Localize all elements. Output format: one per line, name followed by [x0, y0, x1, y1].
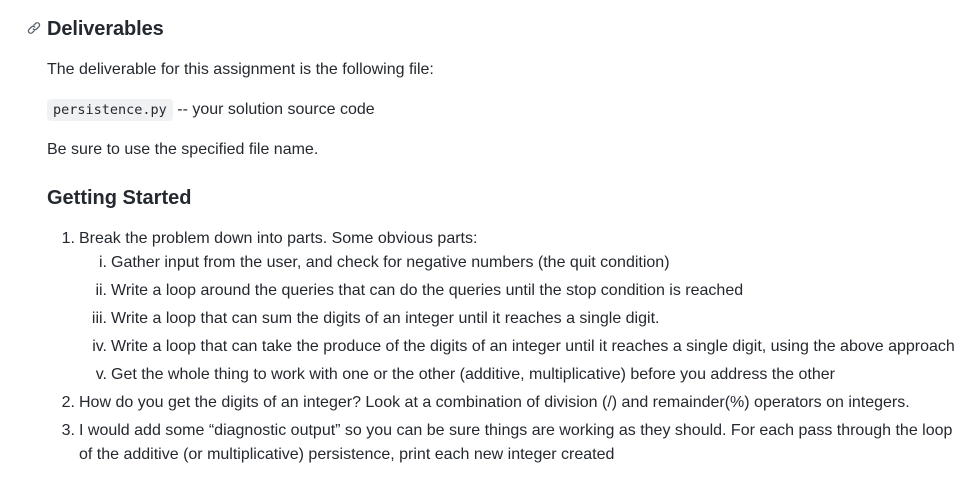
list-item-text: Write a loop around the queries that can do the queries until the stop condition is reached [111, 282, 744, 299]
list-item-text: Break the problem down into parts. Some obvious parts: [79, 230, 478, 247]
deliverables-intro: The deliverable for this assignment is the following file: [47, 61, 434, 78]
list-item [99, 251, 959, 275]
list-item-number: 1. [61, 230, 75, 247]
list-item-number: v. [95, 366, 107, 383]
list-item [95, 363, 959, 387]
list-item [61, 227, 959, 387]
link-icon[interactable] [26, 20, 42, 36]
list-item-number: 3. [61, 422, 75, 439]
list-item-text: Write a loop that can sum the digits of an integer until it reaches a single digit. [111, 310, 660, 327]
list-item-text: How do you get the digits of an integer? Look at a combination of division (/) and remainder(%) operators on integers. [79, 394, 910, 411]
steps-list [47, 227, 959, 467]
list-item [95, 279, 959, 303]
deliverable-file-line [47, 98, 375, 122]
list-item-text: Gather input from the user, and check for negative numbers (the quit condition) [111, 254, 670, 271]
list-item-text: Get the whole thing to work with one or the other (additive, multiplicative) before you address the other [111, 366, 835, 383]
list-item [91, 307, 959, 331]
sub-steps-list [79, 251, 959, 387]
list-item-text: I would add some “diagnostic output” so you can be sure things are working as they should. For each pass through the loop of the additive (or multiplicative) persistence, print each new integer created [79, 422, 953, 463]
list-item-number: 2. [61, 394, 75, 411]
list-item-number: iv. [92, 338, 107, 355]
deliverables-note: Be sure to use the specified file name. [47, 141, 319, 158]
list-item [92, 335, 959, 359]
list-item [61, 391, 959, 415]
file-description: -- your solution source code [172, 101, 375, 118]
deliverables-heading: Deliverables [47, 18, 164, 40]
list-item-number: i. [99, 254, 107, 271]
getting-started-heading: Getting Started [47, 187, 192, 209]
list-item-number: ii. [95, 282, 107, 299]
list-item-number: iii. [91, 310, 107, 327]
file-name-code: persistence.py [47, 99, 173, 121]
list-item [61, 419, 959, 467]
list-item-text: Write a loop that can take the produce of the digits of an integer until it reaches a single digit, using the above approach [111, 338, 955, 355]
